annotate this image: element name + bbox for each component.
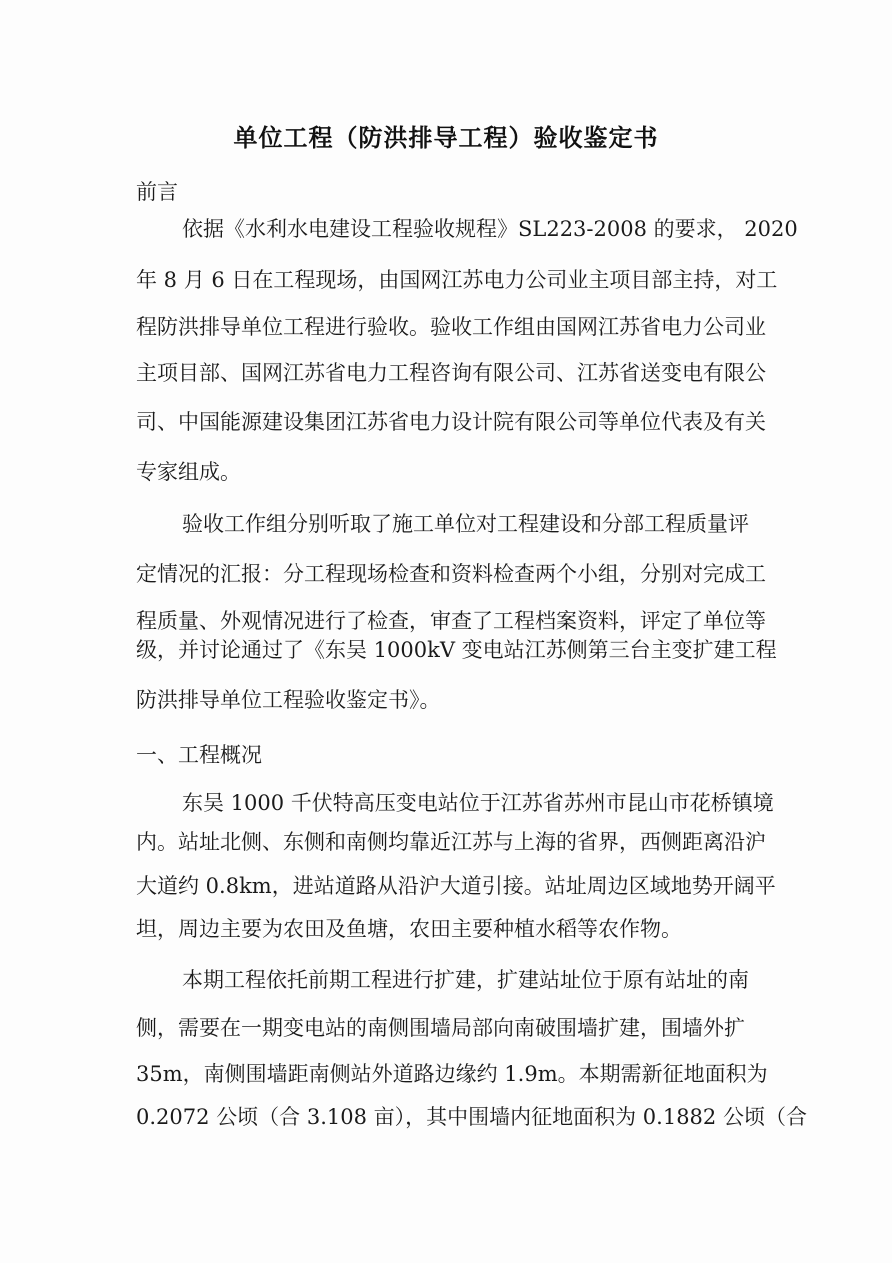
paragraph-1-line: 年 8 月 6 日在工程现场，由国网江苏电力公司业主项目部主持，对工 bbox=[136, 268, 778, 292]
paragraph-4-line: 0.2072 公顷（合 3.108 亩），其中围墙内征地面积为 0.1882 公顷（合 bbox=[136, 1105, 807, 1129]
paragraph-1-line: 专家组成。 bbox=[136, 460, 241, 484]
paragraph-2-line: 防洪排导单位工程验收鉴定书》。 bbox=[136, 688, 441, 712]
paragraph-1-line: 依据《水利水电建设工程验收规程》SL223-2008 的要求， 2020 bbox=[182, 217, 798, 241]
paragraph-3-line: 坦，周边主要为农田及鱼塘，农田主要种植水稻等农作物。 bbox=[136, 917, 682, 941]
paragraph-2-line: 定情况的汇报：分工程现场检查和资料检查两个小组，分别对完成工 bbox=[136, 562, 766, 586]
paragraph-3-line: 大道约 0.8km，进站道路从沿沪大道引接。站址周边区域地势开阔平 bbox=[136, 874, 776, 898]
paragraph-1-line: 司、中国能源建设集团江苏省电力设计院有限公司等单位代表及有关 bbox=[136, 410, 766, 434]
paragraph-2-line: 级，并讨论通过了《东吴 1000kV 变电站江苏侧第三台主变扩建工程 bbox=[136, 638, 777, 662]
preface-heading: 前言 bbox=[136, 180, 178, 204]
section-heading: 一、工程概况 bbox=[136, 743, 262, 767]
paragraph-3-line: 东吴 1000 千伏特高压变电站位于江苏省苏州市昆山市花桥镇境 bbox=[182, 791, 774, 815]
paragraph-1-line: 程防洪排导单位工程进行验收。验收工作组由国网江苏省电力公司业 bbox=[136, 315, 766, 339]
paragraph-2-line: 验收工作组分别听取了施工单位对工程建设和分部工程质量评 bbox=[182, 512, 749, 536]
paragraph-3-line: 内。站址北侧、东侧和南侧均靠近江苏与上海的省界，西侧距离沿沪 bbox=[136, 830, 766, 854]
paragraph-4-line: 35m，南侧围墙距南侧站外道路边缘约 1.9m。本期需新征地面积为 bbox=[136, 1062, 768, 1086]
paragraph-4-line: 侧，需要在一期变电站的南侧围墙局部向南破围墙扩建，围墙外扩 bbox=[136, 1016, 745, 1040]
document-title: 单位工程（防洪排导工程）验收鉴定书 bbox=[233, 123, 659, 152]
paragraph-1-line: 主项目部、国网江苏省电力工程咨询有限公司、江苏省送变电有限公 bbox=[136, 361, 766, 385]
paragraph-4-line: 本期工程依托前期工程进行扩建，扩建站址位于原有站址的南 bbox=[182, 968, 749, 992]
paragraph-2-line: 程质量、外观情况进行了检查，审查了工程档案资料，评定了单位等 bbox=[136, 609, 766, 633]
